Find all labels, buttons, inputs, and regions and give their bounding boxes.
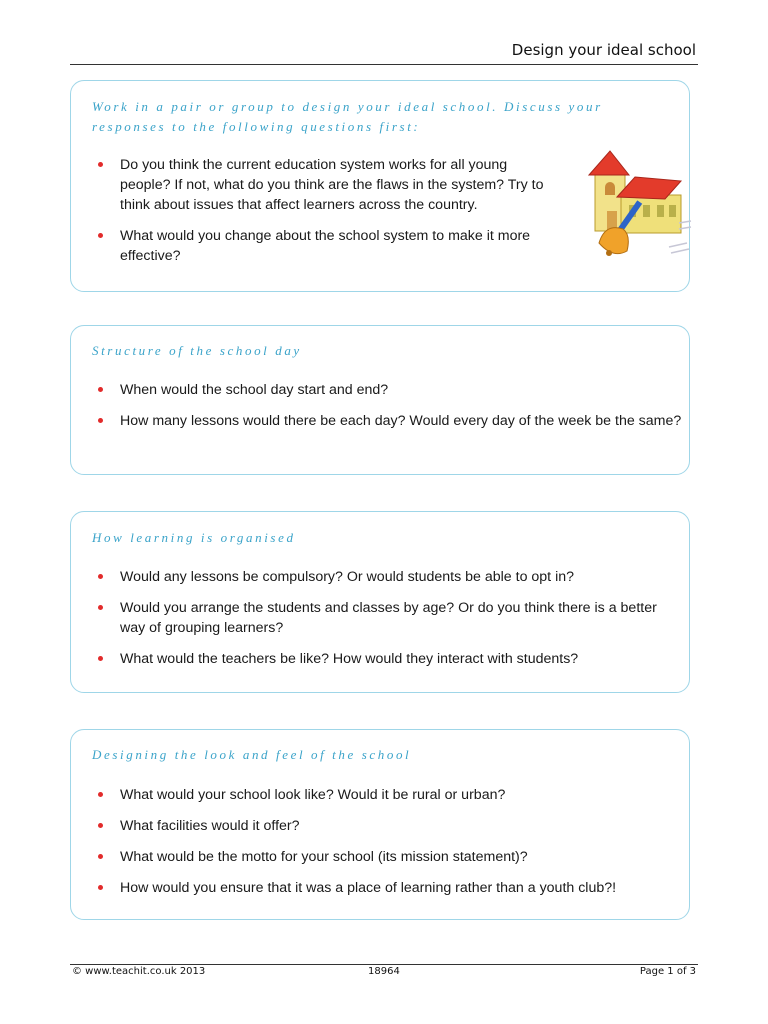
list-item (92, 847, 689, 867)
footer-divider (70, 964, 698, 965)
bullet-icon (98, 854, 103, 859)
footer-resource-code: 18964 (368, 966, 400, 977)
header-divider (70, 64, 698, 65)
list-item-text: How would you ensure that it was a place of learning rather than a youth club?! (120, 880, 617, 896)
list-item (92, 878, 689, 898)
intro-heading-line-1: Work in a pair or group to design your ideal school. Discuss your (92, 99, 603, 114)
structure-question-list (92, 380, 689, 431)
list-item (92, 380, 689, 400)
bullet-icon (98, 605, 103, 610)
bullet-icon (98, 162, 103, 167)
list-item (92, 785, 689, 805)
list-item-text: Do you think the current education system works for all young people? If not, what do you think are the flaws in the system? Try to think about issues that affect learners across the country. (120, 157, 544, 213)
list-item-text: What would you change about the school system to make it more effective? (120, 228, 531, 264)
list-item-text: What would your school look like? Would it be rural or urban? (120, 787, 506, 803)
list-item-text: How many lessons would there be each day? Would every day of the week be the same? (120, 413, 682, 429)
look-heading: Designing the look and feel of the school (92, 747, 412, 762)
look-question-list (92, 785, 689, 898)
footer-page-number: Page 1 of 3 (639, 966, 696, 977)
list-item-text: When would the school day start and end? (120, 382, 389, 398)
list-item (92, 649, 677, 669)
list-item-text: What would the teachers be like? How would they interact with students? (120, 651, 579, 667)
bullet-icon (98, 418, 103, 423)
list-item-text: Would you arrange the students and classes by age? Or do you think there is a better way of grouping learners? (120, 600, 657, 636)
learning-panel (70, 511, 690, 693)
bullet-icon (98, 387, 103, 392)
list-item-text: What would be the motto for your school (its mission statement)? (120, 849, 528, 865)
structure-panel (70, 325, 690, 475)
list-item (92, 567, 677, 587)
list-item (92, 816, 689, 836)
learning-heading: How learning is organised (92, 530, 296, 545)
intro-panel (70, 80, 690, 292)
learning-question-list (92, 567, 677, 669)
list-item (92, 226, 559, 266)
school-building-with-bell-icon (583, 149, 693, 267)
look-panel (70, 729, 690, 920)
bullet-icon (98, 885, 103, 890)
bullet-icon (98, 233, 103, 238)
bullet-icon (98, 823, 103, 828)
bullet-icon (98, 792, 103, 797)
document-title: Design your ideal school (511, 41, 696, 59)
list-item (92, 598, 677, 638)
list-item-text: Would any lessons be compulsory? Or would students be able to opt in? (120, 569, 574, 585)
intro-question-list (92, 155, 559, 266)
bullet-icon (98, 574, 103, 579)
list-item-text: What facilities would it offer? (120, 818, 300, 834)
bullet-icon (98, 656, 103, 661)
structure-heading: Structure of the school day (92, 343, 302, 358)
footer-copyright: © www.teachit.co.uk 2013 (72, 966, 206, 977)
list-item (92, 411, 689, 431)
intro-heading-line-2: responses to the following questions first: (92, 119, 421, 134)
list-item (92, 155, 559, 215)
